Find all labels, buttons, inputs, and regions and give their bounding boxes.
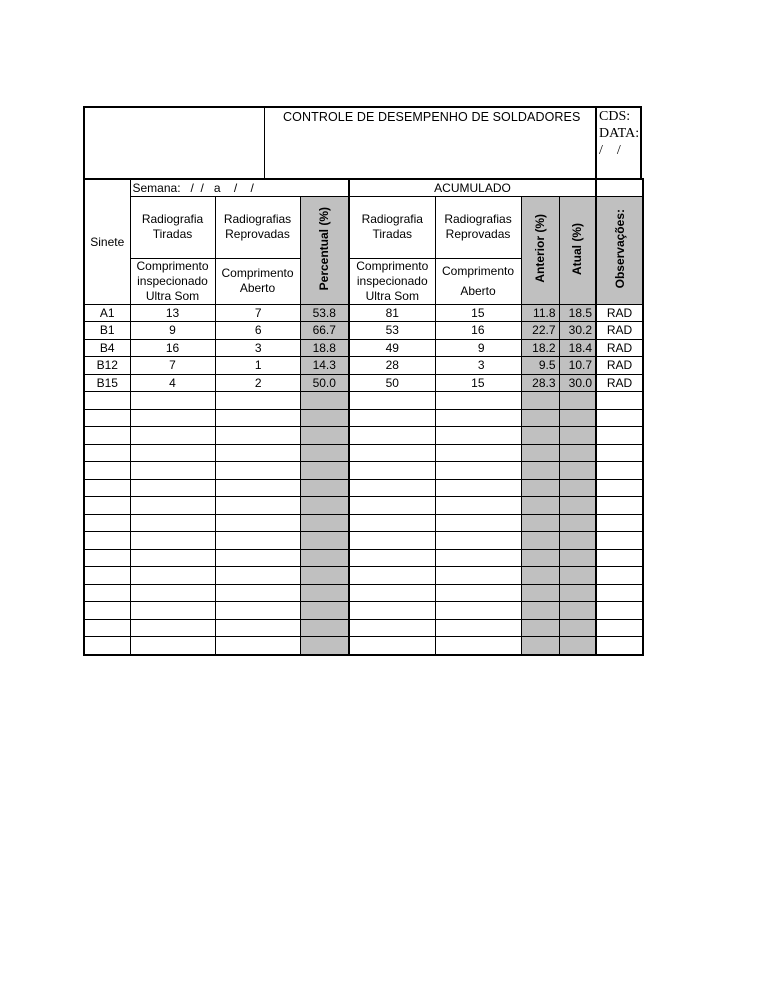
- tiradas-cell: [130, 462, 215, 480]
- observacao-cell: [596, 584, 643, 602]
- acumulado-header: ACUMULADO: [349, 179, 596, 196]
- atual-cell: 30.0: [559, 374, 596, 392]
- atual-cell: [559, 602, 596, 620]
- anterior-cell: [521, 637, 559, 655]
- acum-tiradas-cell: [349, 584, 435, 602]
- atual-cell: 10.7: [559, 357, 596, 375]
- observacao-cell: [596, 602, 643, 620]
- sinete-cell: [84, 532, 130, 550]
- empty-table-row: [84, 392, 643, 410]
- atual-cell: 30.2: [559, 322, 596, 340]
- anterior-cell: [521, 619, 559, 637]
- anterior-cell: [521, 462, 559, 480]
- anterior-cell: 11.8: [521, 304, 559, 322]
- atual-cell: [559, 497, 596, 515]
- percentual-cell: 66.7: [300, 322, 349, 340]
- sinete-cell: A1: [84, 304, 130, 322]
- acum-tiradas-cell: 53: [349, 322, 435, 340]
- acum-reprovadas-cell: [435, 409, 521, 427]
- percentual-cell: [300, 392, 349, 410]
- tiradas-cell: 13: [130, 304, 215, 322]
- reprovadas-cell: [215, 584, 300, 602]
- ultra-som-line: Ultra Som: [145, 288, 200, 303]
- acum-reprovadas-cell: [435, 497, 521, 515]
- tiradas-cell: 9: [130, 322, 215, 340]
- reprovadas-cell: [215, 619, 300, 637]
- observacoes-top: [596, 179, 643, 196]
- observacao-cell: [596, 409, 643, 427]
- sinete-cell: [84, 619, 130, 637]
- acum-reprovadas-cell: [435, 392, 521, 410]
- reprovadas-cell: [215, 637, 300, 655]
- anterior-cell: [521, 532, 559, 550]
- empty-table-row: [84, 567, 643, 585]
- atual-cell: [559, 479, 596, 497]
- reprovadas-cell: 2: [215, 374, 300, 392]
- anterior-cell: [521, 549, 559, 567]
- percentual-cell: 53.8: [300, 304, 349, 322]
- reprovadas-cell: 7: [215, 304, 300, 322]
- observacao-cell: RAD: [596, 339, 643, 357]
- percentual-header: [300, 196, 349, 304]
- table-row: [84, 339, 643, 357]
- observacao-cell: [596, 462, 643, 480]
- anterior-cell: 9.5: [521, 357, 559, 375]
- acum-tiradas-cell: [349, 532, 435, 550]
- acum-reprovadas-cell: [435, 514, 521, 532]
- acum-reprovadas-cell: [435, 584, 521, 602]
- reprovadas-cell: 1: [215, 357, 300, 375]
- observacao-cell: RAD: [596, 304, 643, 322]
- tiradas-cell: [130, 567, 215, 585]
- percentual-cell: [300, 462, 349, 480]
- tiradas-cell: [130, 409, 215, 427]
- sinete-cell: [84, 427, 130, 445]
- reprovadas-cell: 6: [215, 322, 300, 340]
- observacao-cell: [596, 427, 643, 445]
- acum-radiografia-tiradas-line1: Radiografia: [361, 212, 423, 226]
- inspecionado-line: inspecionado: [137, 273, 208, 288]
- percentual-cell: [300, 427, 349, 445]
- table-row: [84, 357, 643, 375]
- anterior-cell: [521, 409, 559, 427]
- acum-reprovadas-cell: 9: [435, 339, 521, 357]
- acum-reprovadas-cell: [435, 567, 521, 585]
- acum-reprovadas-cell: 16: [435, 322, 521, 340]
- percentual-cell: [300, 444, 349, 462]
- atual-cell: [559, 584, 596, 602]
- sinete-header: Sinete: [84, 179, 130, 304]
- acum-comprimento-inspecionado-header: [349, 258, 435, 304]
- observacao-cell: [596, 549, 643, 567]
- radiografia-tiradas-line2: Tiradas: [152, 227, 193, 241]
- semana-label: Semana: / / a / /: [130, 179, 349, 196]
- table-row: [84, 322, 643, 340]
- anterior-cell: [521, 444, 559, 462]
- reprovadas-cell: 3: [215, 339, 300, 357]
- reprovadas-cell: [215, 479, 300, 497]
- reprovadas-cell: [215, 532, 300, 550]
- acum-tiradas-cell: 50: [349, 374, 435, 392]
- observacao-cell: RAD: [596, 322, 643, 340]
- acum-tiradas-cell: [349, 409, 435, 427]
- anterior-cell: 28.3: [521, 374, 559, 392]
- sinete-cell: [84, 567, 130, 585]
- tiradas-cell: [130, 514, 215, 532]
- acum-tiradas-cell: [349, 427, 435, 445]
- logo-area: [85, 108, 265, 178]
- empty-table-row: [84, 549, 643, 567]
- atual-cell: [559, 392, 596, 410]
- acum-tiradas-cell: [349, 637, 435, 655]
- comprimento-line: Comprimento: [136, 258, 209, 273]
- acum-comprimento-aberto-header: [435, 258, 521, 304]
- radiografias-reprovadas-header: [215, 196, 300, 258]
- table-row: [84, 304, 643, 322]
- empty-table-row: [84, 409, 643, 427]
- anterior-cell: [521, 584, 559, 602]
- reprovadas-cell: [215, 427, 300, 445]
- sinete-cell: B12: [84, 357, 130, 375]
- tiradas-cell: [130, 532, 215, 550]
- percentual-cell: 14.3: [300, 357, 349, 375]
- acum-reprovadas-cell: [435, 444, 521, 462]
- atual-cell: [559, 444, 596, 462]
- date-placeholder: / /: [599, 143, 621, 158]
- tiradas-cell: [130, 479, 215, 497]
- acum-reprovadas-cell: [435, 532, 521, 550]
- acum-tiradas-cell: 49: [349, 339, 435, 357]
- tiradas-cell: 4: [130, 374, 215, 392]
- percentual-cell: 50.0: [300, 374, 349, 392]
- reprovadas-cell: [215, 409, 300, 427]
- acum-inspecionado-line: inspecionado: [356, 273, 428, 288]
- tiradas-cell: [130, 392, 215, 410]
- welder-table: [83, 178, 644, 656]
- observacoes-header: [596, 196, 643, 304]
- acum-tiradas-cell: [349, 602, 435, 620]
- empty-table-row: [84, 497, 643, 515]
- anterior-cell: [521, 392, 559, 410]
- acum-tiradas-cell: [349, 392, 435, 410]
- tiradas-cell: 7: [130, 357, 215, 375]
- empty-table-row: [84, 444, 643, 462]
- sinete-cell: [84, 444, 130, 462]
- acum-radiografia-tiradas-line2: Tiradas: [372, 227, 413, 241]
- comprimento-aberto-header: [215, 258, 300, 304]
- sinete-cell: [84, 409, 130, 427]
- comprimento-aberto-line2: Aberto: [239, 281, 276, 295]
- acum-tiradas-cell: [349, 549, 435, 567]
- acum-tiradas-cell: [349, 514, 435, 532]
- acum-radiografias-reprovadas-line2: Reprovadas: [445, 227, 511, 241]
- percentual-cell: [300, 532, 349, 550]
- comprimento-inspecionado-header: [130, 258, 215, 304]
- acum-tiradas-cell: [349, 444, 435, 462]
- reprovadas-cell: [215, 392, 300, 410]
- atual-cell: [559, 567, 596, 585]
- sinete-cell: [84, 584, 130, 602]
- atual-cell: [559, 462, 596, 480]
- comprimento-aberto-line1: Comprimento: [221, 266, 294, 280]
- atual-cell: 18.4: [559, 339, 596, 357]
- table-row: [84, 374, 643, 392]
- acum-ultra-som-line: Ultra Som: [365, 288, 419, 303]
- acum-reprovadas-cell: 15: [435, 304, 521, 322]
- atual-cell: [559, 637, 596, 655]
- atual-cell: [559, 514, 596, 532]
- anterior-cell: [521, 479, 559, 497]
- empty-table-row: [84, 514, 643, 532]
- acum-tiradas-cell: [349, 462, 435, 480]
- percentual-cell: [300, 584, 349, 602]
- sinete-cell: [84, 392, 130, 410]
- empty-table-row: [84, 602, 643, 620]
- atual-cell: [559, 549, 596, 567]
- tiradas-cell: [130, 427, 215, 445]
- reprovadas-cell: [215, 462, 300, 480]
- observacao-cell: [596, 479, 643, 497]
- acum-reprovadas-cell: [435, 549, 521, 567]
- empty-table-row: [84, 619, 643, 637]
- atual-cell: [559, 409, 596, 427]
- acum-comprimento-aberto-line2: Aberto: [460, 284, 496, 298]
- acum-radiografias-reprovadas-header: [435, 196, 521, 258]
- percentual-cell: [300, 497, 349, 515]
- percentual-cell: [300, 514, 349, 532]
- observacao-cell: [596, 567, 643, 585]
- atual-cell: [559, 427, 596, 445]
- observacao-cell: [596, 514, 643, 532]
- acum-reprovadas-cell: 3: [435, 357, 521, 375]
- tiradas-cell: [130, 444, 215, 462]
- anterior-label: Anterior (%): [533, 214, 548, 283]
- tiradas-cell: [130, 549, 215, 567]
- sinete-cell: B4: [84, 339, 130, 357]
- percentual-cell: [300, 602, 349, 620]
- observacao-cell: [596, 619, 643, 637]
- observacoes-label: Observações:: [612, 208, 627, 289]
- percentual-cell: [300, 637, 349, 655]
- observacao-cell: RAD: [596, 357, 643, 375]
- empty-table-row: [84, 427, 643, 445]
- acum-radiografia-tiradas-header: [349, 196, 435, 258]
- acum-tiradas-cell: [349, 479, 435, 497]
- tiradas-cell: [130, 637, 215, 655]
- reprovadas-cell: [215, 497, 300, 515]
- atual-cell: [559, 619, 596, 637]
- acum-tiradas-cell: 81: [349, 304, 435, 322]
- acum-reprovadas-cell: [435, 602, 521, 620]
- anterior-cell: 18.2: [521, 339, 559, 357]
- observacao-cell: [596, 637, 643, 655]
- form-header: [83, 106, 642, 178]
- empty-table-row: [84, 462, 643, 480]
- tiradas-cell: [130, 584, 215, 602]
- anterior-cell: [521, 567, 559, 585]
- tiradas-cell: 16: [130, 339, 215, 357]
- acum-tiradas-cell: [349, 567, 435, 585]
- empty-table-row: [84, 637, 643, 655]
- acum-tiradas-cell: [349, 619, 435, 637]
- anterior-cell: 22.7: [521, 322, 559, 340]
- acum-tiradas-cell: [349, 497, 435, 515]
- percentual-cell: [300, 479, 349, 497]
- atual-header: [559, 196, 596, 304]
- radiografias-reprovadas-line1: Radiografias: [223, 212, 292, 226]
- reprovadas-cell: [215, 514, 300, 532]
- tiradas-cell: [130, 497, 215, 515]
- empty-table-row: [84, 479, 643, 497]
- acum-reprovadas-cell: [435, 479, 521, 497]
- observacao-cell: [596, 444, 643, 462]
- atual-label: Atual (%): [570, 222, 585, 275]
- cds-date-box: [595, 108, 642, 178]
- acum-reprovadas-cell: [435, 637, 521, 655]
- acum-reprovadas-cell: [435, 619, 521, 637]
- sinete-cell: [84, 497, 130, 515]
- acum-comprimento-aberto-line1: Comprimento: [442, 264, 515, 278]
- anterior-cell: [521, 497, 559, 515]
- sinete-cell: B15: [84, 374, 130, 392]
- atual-cell: 18.5: [559, 304, 596, 322]
- cds-label: CDS:: [599, 109, 631, 124]
- reprovadas-cell: [215, 567, 300, 585]
- percentual-cell: [300, 409, 349, 427]
- anterior-cell: [521, 514, 559, 532]
- sinete-cell: B1: [84, 322, 130, 340]
- observacao-cell: RAD: [596, 374, 643, 392]
- atual-cell: [559, 532, 596, 550]
- empty-table-row: [84, 532, 643, 550]
- radiografias-reprovadas-line2: Reprovadas: [225, 227, 290, 241]
- sinete-cell: [84, 462, 130, 480]
- observacao-cell: [596, 532, 643, 550]
- reprovadas-cell: [215, 444, 300, 462]
- sinete-cell: [84, 602, 130, 620]
- percentual-label: Percentual (%): [317, 206, 332, 291]
- acum-reprovadas-cell: [435, 462, 521, 480]
- sinete-cell: [84, 479, 130, 497]
- sinete-cell: [84, 637, 130, 655]
- acum-comprimento-line: Comprimento: [356, 258, 429, 273]
- sinete-cell: [84, 514, 130, 532]
- acum-radiografias-reprovadas-line1: Radiografias: [444, 212, 512, 226]
- acum-reprovadas-cell: 15: [435, 374, 521, 392]
- anterior-header: [521, 196, 559, 304]
- reprovadas-cell: [215, 602, 300, 620]
- anterior-cell: [521, 427, 559, 445]
- form-title: CONTROLE DE DESEMPENHO DE SOLDADORES: [283, 110, 581, 124]
- acum-tiradas-cell: 28: [349, 357, 435, 375]
- welder-performance-form: [83, 106, 642, 656]
- reprovadas-cell: [215, 549, 300, 567]
- observacao-cell: [596, 392, 643, 410]
- data-label: DATA:: [599, 126, 640, 141]
- empty-table-row: [84, 584, 643, 602]
- tiradas-cell: [130, 602, 215, 620]
- percentual-cell: 18.8: [300, 339, 349, 357]
- radiografia-tiradas-line1: Radiografia: [141, 212, 204, 226]
- percentual-cell: [300, 619, 349, 637]
- radiografia-tiradas-header: [130, 196, 215, 258]
- observacao-cell: [596, 497, 643, 515]
- sinete-cell: [84, 549, 130, 567]
- percentual-cell: [300, 567, 349, 585]
- acum-reprovadas-cell: [435, 427, 521, 445]
- tiradas-cell: [130, 619, 215, 637]
- anterior-cell: [521, 602, 559, 620]
- percentual-cell: [300, 549, 349, 567]
